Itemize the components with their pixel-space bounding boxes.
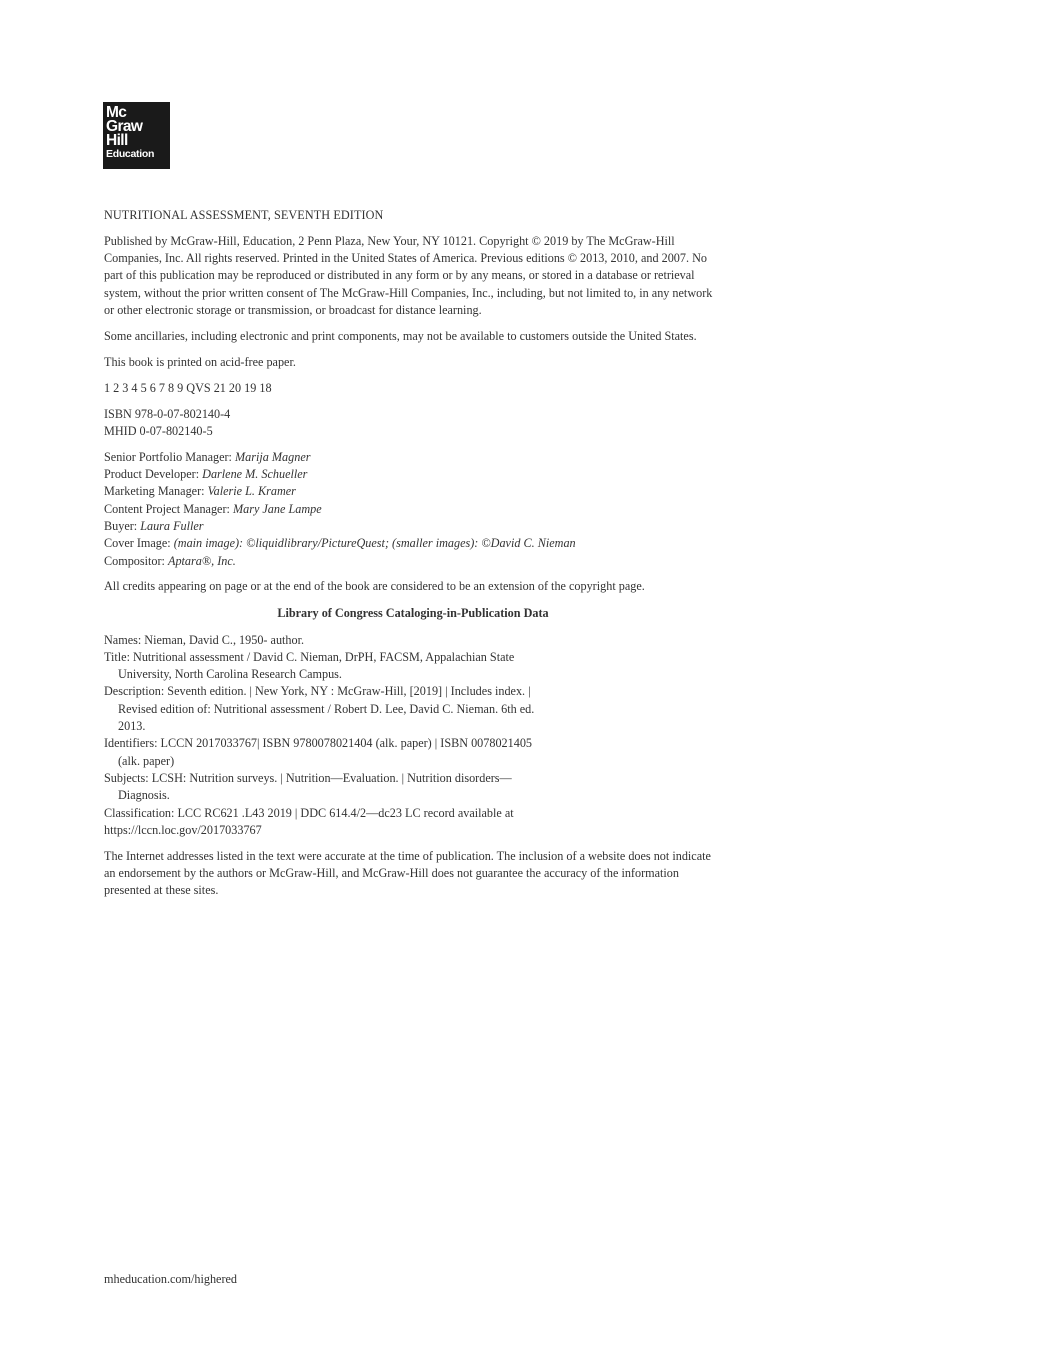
credit-role: Compositor: [104,553,168,568]
credit-line [104,449,722,466]
cip-names: Names: Nieman, David C., 1950- author. [104,632,305,647]
cip-subjects: Subjects: LCSH: Nutrition surveys. | Nutrition—Evaluation. | Nutrition disorders—Diagnosis. [104,770,512,803]
copyright-page-body [104,207,722,908]
cip-record-url: https://lccn.loc.gov/2017033767 [104,822,262,837]
credit-role: Content Project Manager: [104,501,233,516]
credit-role: Senior Portfolio Manager: [104,449,235,464]
credit-role: Product Developer: [104,467,203,482]
credits-list [104,449,722,570]
publisher-url: mheducation.com/highered [104,1272,238,1286]
cip-identifiers: Identifiers: LCCN 2017033767| ISBN 9780078021404 (alk. paper) | ISBN 0078021405 (alk. paper) [104,736,533,768]
mhid: MHID 0-07-802140-5 [104,423,213,438]
book-title: NUTRITIONAL ASSESSMENT, SEVENTH EDITION [104,208,384,222]
cip-title: Title: Nutritional assessment / David C. Nieman, DrPH, FACSM, Appalachian State University, North Carolina Research Campus. [104,649,515,682]
ancillaries-notice: Some ancillaries, including electronic and print components, may not be available to customers outside the United States. [104,328,697,343]
credit-name: Laura Fuller [140,518,204,533]
logo-line: Education [106,148,155,160]
credit-name: Valerie L. Kramer [207,484,296,499]
cip-description: Description: Seventh edition. | New York, NY : McGraw-Hill, [2019] | Includes index. | Revised edition of: Nutritional assessment / Robert D. Lee, David C. Nieman. 6th ed. 2013. [104,684,535,734]
credit-role: Marketing Manager: [104,484,208,499]
print-line: 1 2 3 4 5 6 7 8 9 QVS 21 20 19 18 [104,380,272,395]
credit-name: Mary Jane Lampe [232,501,322,516]
credit-name: Darlene M. Schueller [202,467,308,482]
credit-line [104,518,722,535]
isbn: ISBN 978-0-07-802140-4 [104,406,231,421]
publication-notice: Published by McGraw-Hill, Education, 2 Penn Plaza, New Your, NY 10121. Copyright © 2019 by The McGraw-Hill Companies, Inc. All rights reserved. Printed in the United States of America. Previous editions © 2013, 2010, and 2007. No part of this publication may be reproduced or distributed in any form or by any means, or stored in a database or retrieval system, without the prior written consent of The McGraw-Hill Companies, Inc., including, but not limited to, in any network or other electronic storage or transmission, or broadcast for distance learning. [104,233,713,317]
credits-note: All credits appearing on page or at the end of the book are considered to be an extension of the copyright page. [104,579,645,594]
logo-line: Mc [106,104,127,121]
credit-role: Buyer: [104,518,141,533]
cip-data-block [104,632,544,840]
credit-line [104,466,722,483]
credit-line [104,483,722,500]
cip-classification: Classification: LCC RC621 .L43 2019 | DDC 614.4/2—dc23 LC record available at [104,805,514,820]
internet-note: The Internet addresses listed in the text were accurate at the time of publication. The inclusion of a website does not indicate an endorsement by the authors or McGraw-Hill, and McGraw-Hill does not guarantee the accuracy of the information presented at these sites. [104,848,711,898]
credit-role: Cover Image: [104,536,174,551]
cip-heading: Library of Congress Cataloging-in-Publication Data [277,605,549,620]
logo-line: Hill [106,132,128,149]
credit-line [104,553,722,570]
paper-notice: This book is printed on acid-free paper. [104,354,296,369]
mcgraw-hill-education-logo [103,102,170,169]
credit-name: (main image): ©liquidlibrary/PictureQuest; (smaller images): ©David C. Nieman [173,536,576,551]
credit-name: Marija Magner [235,449,311,464]
credit-name: Aptara®, Inc. [168,553,236,568]
credit-line [104,501,722,518]
identifiers-block [104,406,722,441]
logo-line: Graw [106,118,143,135]
credit-line [104,535,722,552]
